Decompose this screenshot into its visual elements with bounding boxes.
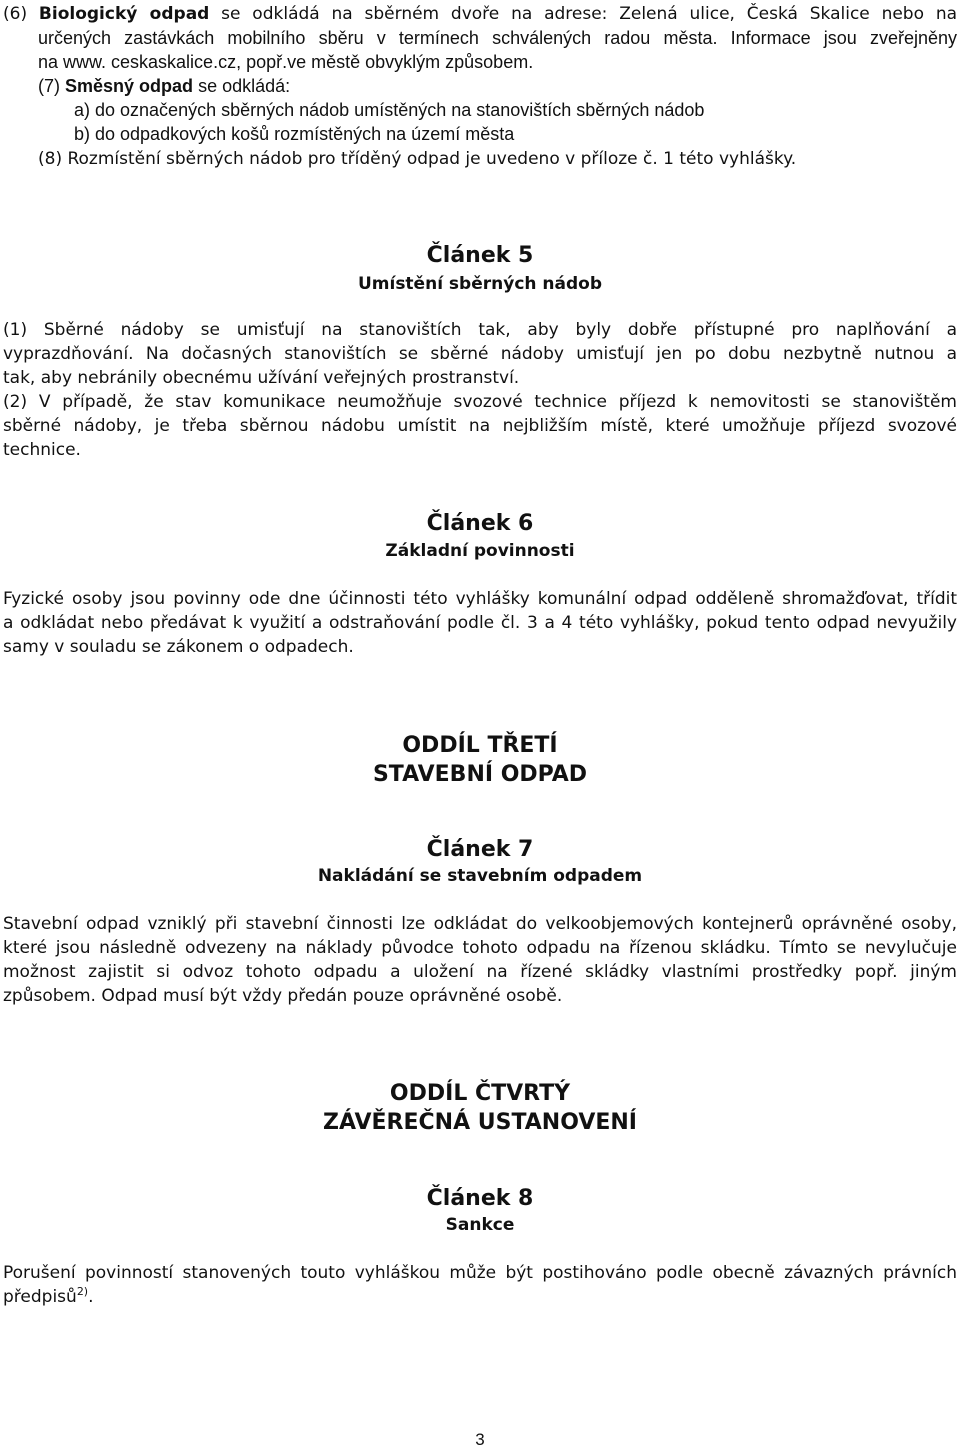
article-5-p2-line-2: sběrné nádoby, je třeba sběrnou nádobu umístit na nejbližším místě, které umožňuje příjezd svozové — [3, 416, 957, 436]
article-6-title: Článek 6 — [426, 511, 534, 536]
article-7-subtitle: Nakládání se stavebním odpadem — [317, 866, 643, 886]
article-5-p1-line-1: (1) Sběrné nádoby se umisťují na stanovištích tak, aby byly dobře přístupné pro naplňování a — [3, 320, 957, 340]
article-7-line-2: které jsou následně odvezeny na náklady původce tohoto odpadu na řízenou skládku. Tímto se nevylučuje — [3, 938, 957, 958]
paragraph-7-number: (7) — [38, 76, 60, 96]
article-5-p1-line-3: tak, aby nebránily obecnému užívání veřejných prostranství. — [3, 368, 520, 388]
article-5-subtitle: Umístění sběrných nádob — [357, 274, 603, 294]
paragraph-6-line-2: určených zastávkách mobilního sběru v termínech schválených radou města. Informace jsou zveřejněny — [38, 28, 957, 48]
part-3-subtitle: STAVEBNÍ ODPAD — [372, 762, 588, 787]
footnote-reference: 2) — [76, 1285, 89, 1298]
paragraph-6-bold-term: Biologický odpad — [38, 4, 210, 24]
article-7-line-1: Stavební odpad vzniklý při stavební činnosti lze odkládat do velkoobjemových kontejnerů oprávněné osoby, — [3, 914, 957, 934]
article-8-line-1: Porušení povinností stanovených touto vyhláškou může být postihováno podle obecně závazných právních — [3, 1263, 957, 1283]
paragraph-6-text-1: se odkládá na sběrném dvoře na adrese: Zelená ulice, Česká Skalice nebo na — [221, 4, 958, 24]
article-8-title: Článek 8 — [426, 1186, 534, 1211]
article-8-line-2 — [3, 1285, 957, 1309]
article-6-line-2: a odkládat nebo předávat k využití a odstraňování podle čl. 3 a 4 této vyhlášky, pokud tento odpad nevyužily — [3, 613, 957, 633]
paragraph-7-bold-term: Směsný odpad — [65, 76, 194, 96]
article-5-title: Článek 5 — [426, 243, 534, 268]
paragraph-7-item-a: a) do označených sběrných nádob umístěných na stanovištích sběrných nádob — [74, 100, 705, 120]
article-7-line-3: možnost zajistit si odvoz tohoto odpadu a uložení na řízené skládky vlastními prostředky popř. jiným — [3, 962, 957, 982]
article-8-subtitle: Sankce — [445, 1215, 515, 1235]
paragraph-6-line-3: na www. ceskaskalice.cz, popř.ve městě obvyklým způsobem. — [38, 52, 534, 72]
part-4-title: ODDÍL ČTVRTÝ — [389, 1081, 571, 1106]
article-5-p2-line-3: technice. — [3, 440, 81, 460]
article-7-line-4: způsobem. Odpad musí být vždy předán pouze oprávněné osobě. — [3, 986, 563, 1006]
paragraph-7-text: se odkládá: — [198, 76, 291, 96]
article-5-p2-line-1: (2) V případě, že stav komunikace neumožňuje svozové technice příjezd k nemovitosti se stanovištěm — [3, 392, 957, 412]
article-6-subtitle: Základní povinnosti — [385, 541, 575, 561]
article-6-line-3: samy v souladu se zákonem o odpadech. — [3, 637, 354, 657]
article-6-line-1: Fyzické osoby jsou povinny ode dne účinnosti této vyhlášky komunální odpad odděleně shromažďovat, třídit — [3, 589, 957, 609]
article-5-p1-line-2: vyprazdňování. Na dočasných stanovištích se sběrné nádoby umisťují jen po dobu nezbytně nutnou a — [3, 344, 957, 364]
part-4-subtitle: ZÁVĚREČNÁ USTANOVENÍ — [323, 1110, 637, 1135]
paragraph-6-number: (6) — [3, 4, 28, 24]
article-8-line-2-text: předpisů — [3, 1287, 77, 1307]
paragraph-8: (8) Rozmístění sběrných nádob pro tříděný odpad je uvedeno v příloze č. 1 této vyhlášky. — [38, 149, 797, 169]
paragraph-7-line-1 — [38, 74, 960, 98]
article-7-title: Článek 7 — [426, 837, 534, 862]
paragraph-7-item-b: b) do odpadkových košů rozmístěných na území města — [74, 124, 515, 144]
paragraph-6-line-1 — [3, 2, 957, 26]
part-3-title: ODDÍL TŘETÍ — [402, 733, 558, 758]
article-8-line-2-end: . — [88, 1287, 94, 1307]
page-number: 3 — [475, 1430, 485, 1449]
